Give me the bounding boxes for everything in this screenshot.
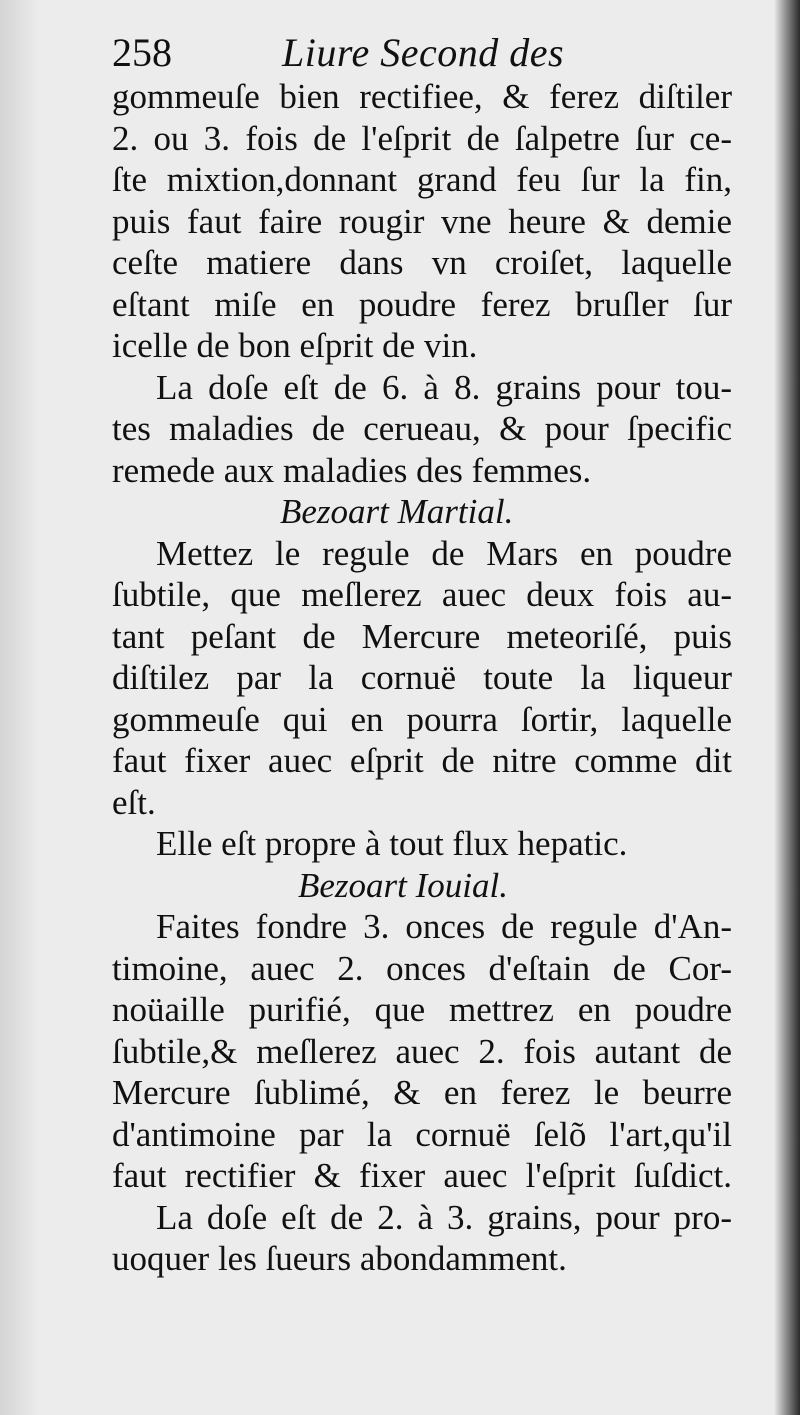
text-line: La doſe eſt de 2. à 3. grains, pour pro-	[156, 1197, 732, 1237]
text-line: eſtant miſe en poudre ferez bruſler ſur	[112, 284, 732, 324]
text-line: ſubtile, que meſlerez auec deux fois au-	[112, 575, 732, 614]
text-line: icelle de bon eſprit de vin.	[112, 326, 478, 365]
section-heading: Bezoart Iouial.	[298, 865, 508, 905]
text-line: remede aux maladies des femmes.	[112, 450, 592, 490]
text-line: Mercure ſublimé, & en ferez le beurre	[112, 1073, 732, 1112]
text-line: tant peſant de Mercure meteoriſé, puis	[112, 616, 732, 656]
text-line: uoquer les ſueurs abondamment.	[112, 1239, 567, 1278]
section-heading: Bezoart Martial.	[280, 492, 514, 531]
running-head: Liure Second des	[282, 30, 565, 75]
text-line: ſubtile,& meſlerez auec 2. fois autant de	[112, 1031, 732, 1071]
page-header	[112, 26, 752, 76]
text-line: timoine, auec 2. onces d'eſtain de Cor-	[112, 948, 732, 988]
text-line: faut fixer auec eſprit de nitre comme dit	[112, 741, 732, 780]
text-line: faut rectifier & fixer auec l'eſprit ſuſdict.	[112, 1156, 732, 1195]
text-line: diſtilez par la cornuë toute la liqueur	[112, 658, 732, 697]
page-number: 258	[112, 30, 172, 75]
text-line: ceſte matiere dans vn croiſet, laquelle	[112, 243, 732, 282]
text-line: noüaille purifié, que mettrez en poudre	[112, 990, 732, 1029]
text-line: Mettez le regule de Mars en poudre	[156, 533, 732, 573]
text-line: tes maladies de cerueau, & pour ſpecific	[112, 409, 732, 448]
binding-shadow	[774, 0, 800, 1415]
text-line: gommeuſe qui en pourra ſortir, laquelle	[112, 699, 732, 739]
page-shading	[0, 0, 40, 1415]
body-text	[112, 76, 732, 1280]
text-line: eſt.	[112, 782, 156, 822]
text-line: ſte mixtion,donnant grand feu ſur la fin,	[112, 160, 732, 199]
text-line: d'antimoine par la cornuë ſelõ l'art,qu'il	[112, 1114, 732, 1154]
text-line: puis faut faire rougir vne heure & demie	[112, 201, 732, 241]
text-line: Elle eſt propre à tout flux hepatic.	[156, 824, 628, 863]
text-line: gommeuſe bien rectifiee, & ferez diſtiler	[112, 77, 732, 116]
text-line: Faites fondre 3. onces de regule d'An-	[156, 907, 732, 946]
text-line: La doſe eſt de 6. à 8. grains pour tou-	[156, 367, 732, 407]
text-line: 2. ou 3. fois de l'eſprit de ſalpetre ſur ce-	[112, 118, 732, 158]
